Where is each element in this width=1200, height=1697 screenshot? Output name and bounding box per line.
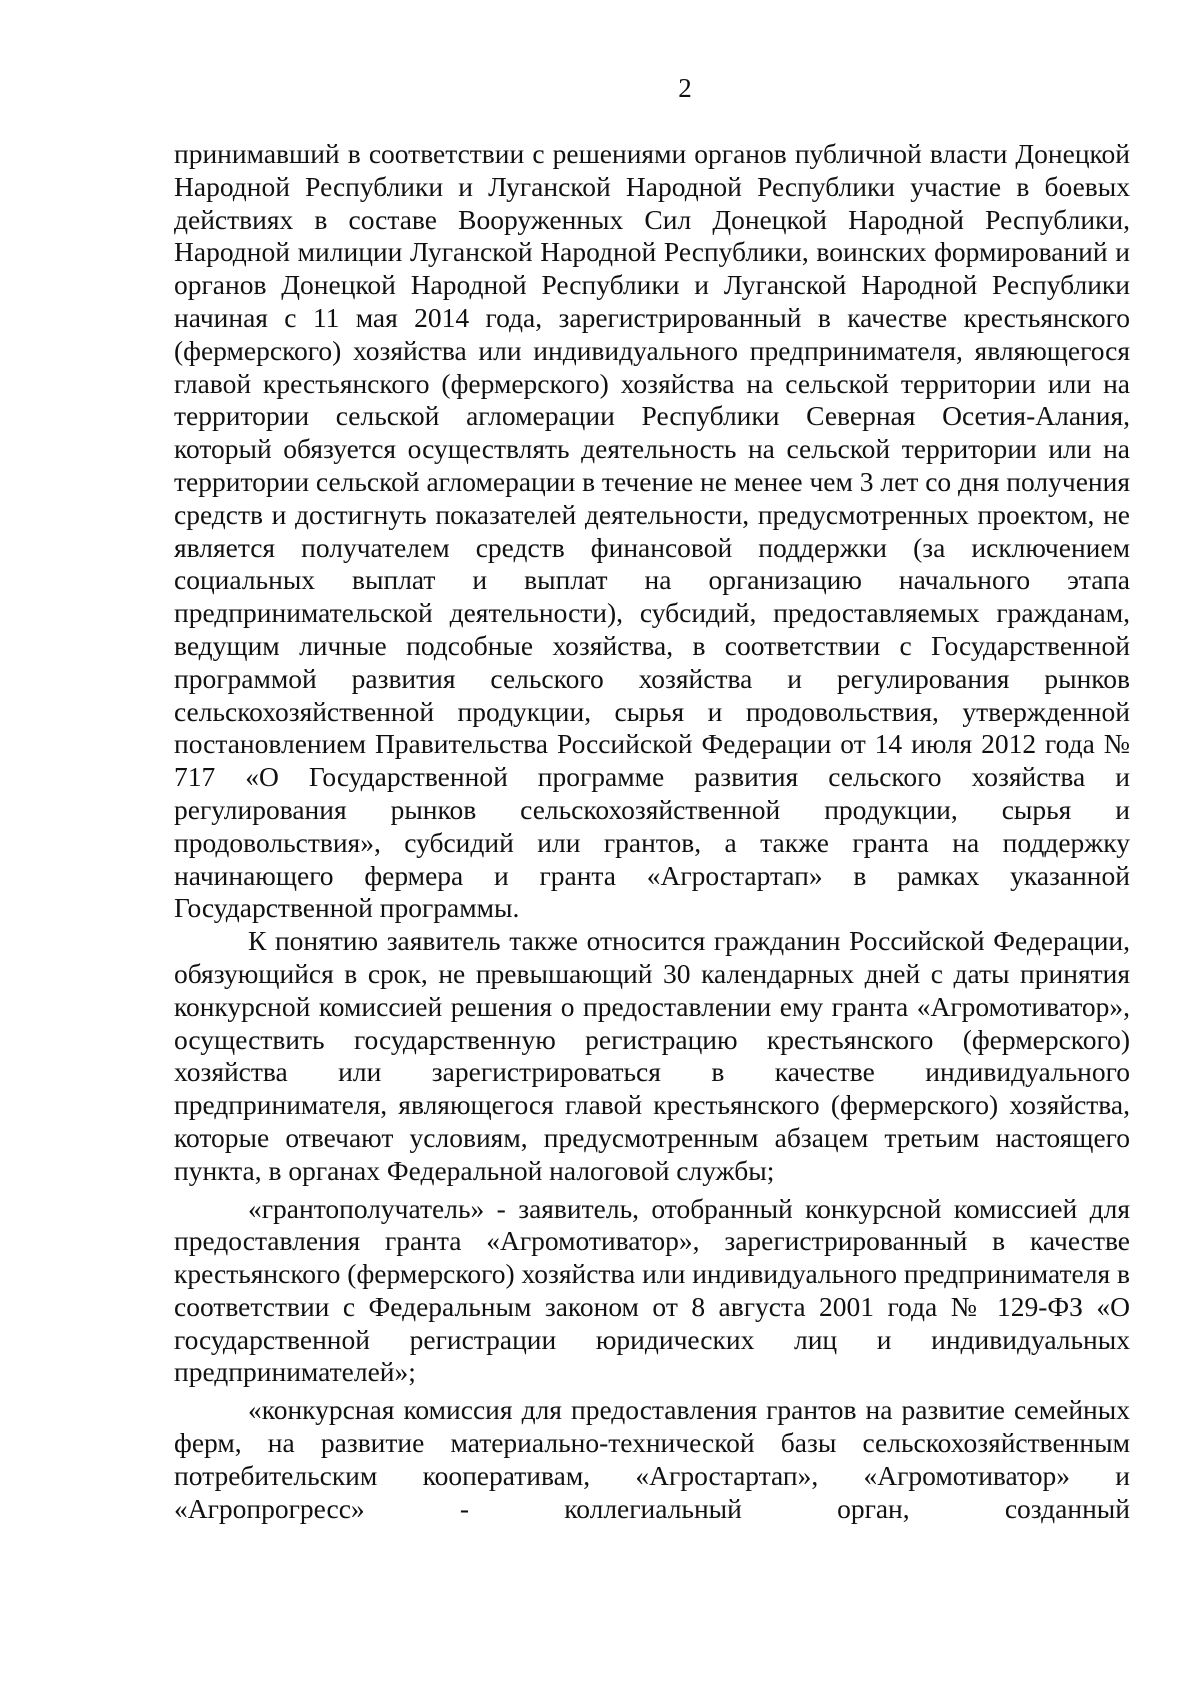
document-body xyxy=(174,138,1130,1525)
paragraph-competition-commission-definition: «конкурсная комиссия для предоставления грантов на развитие семейных ферм, на развитие материально-технической базы сельскохозяйственным потребительским кооперативам, «Агростартап», «Агромотиватор» и «Агропрогресс» - коллегиальный орган, созданный xyxy=(174,1394,1130,1524)
paragraph-applicant-also-includes: К понятию заявитель также относится гражданин Российской Федерации, обязующийся в срок, не превышающий 30 календарных дней с даты принятия конкурсной комиссией решения о предоставлении ему гранта «Агромотиватор», осуществить государственную регистрацию крестьянского (фермерского) хозяйства или зарегистрироваться в качестве индивидуального предпринимателя, являющегося главой крестьянского (фермерского) хозяйства, которые отвечают условиям, предусмотренным абзацем третьим настоящего пункта, в органах Федеральной налоговой службы; xyxy=(174,925,1130,1186)
page-number: 2 xyxy=(678,73,692,103)
paragraph-applicant-definition-continued: принимавший в соответствии с решениями органов публичной власти Донецкой Народной Республики и Луганской Народной Республики участие в боевых действиях в составе Вооруженных Сил Донецкой Народной Республики, Народной милиции Луганской Народной Республики, воинских формирований и органов Донецкой Народной Республики и Луганской Народной Республики начиная с 11 мая 2014 года, зарегистрированный в качестве крестьянского (фермерского) хозяйства или индивидуального предпринимателя, являющегося главой крестьянского (фермерского) хозяйства на сельской территории или на территории сельской агломерации Республики Северная Осетия-Алания, который обязуется осуществлять деятельность на сельской территории или на территории сельской агломерации в течение не менее чем 3 лет со дня получения средств и достигнуть показателей деятельности, предусмотренных проектом, не является получателем средств финансовой поддержки (за исключением социальных выплат и выплат на организацию начального этапа предпринимательской деятельности), субсидий, предоставляемых гражданам, ведущим личные подсобные хозяйства, в соответствии с Государственной программой развития сельского хозяйства и регулирования рынков сельскохозяйственной продукции, сырья и продовольствия, утвержденной постановлением Правительства Российской Федерации от 14 июля 2012 года № 717 «О Государственной программе развития сельского хозяйства и регулирования рынков сельскохозяйственной продукции, сырья и продовольствия», субсидий или грантов, а также гранта на поддержку начинающего фермера и гранта «Агростартап» в рамках указанной Государственной программы. xyxy=(174,138,1130,924)
paragraph-grant-recipient-definition: «грантополучатель» - заявитель, отобранный конкурсной комиссией для предоставления гранта «Агромотиватор», зарегистрированный в качестве крестьянского (фермерского) хозяйства или индивидуального предпринимателя в соответствии с Федеральным законом от 8 августа 2001 года № 129-ФЗ «О государственной регистрации юридических лиц и индивидуальных предпринимателей»; xyxy=(174,1192,1130,1388)
